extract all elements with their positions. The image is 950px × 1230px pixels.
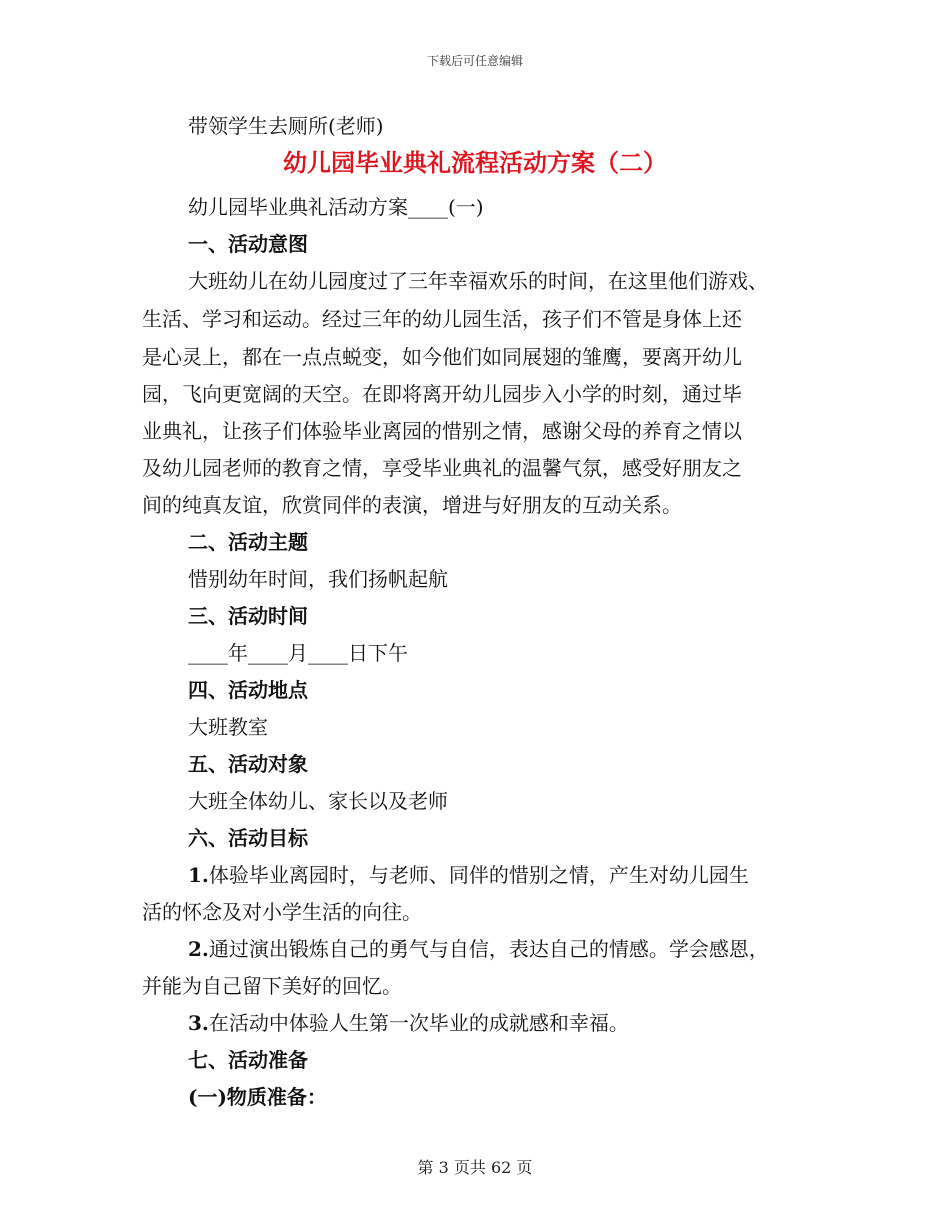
goal-3-line	[188, 1010, 629, 1036]
goal-1-number: 1.	[188, 863, 209, 887]
section-3-text: ____年____月____日下午	[188, 641, 408, 665]
section-1-para-line: 及幼儿园老师的教育之情，享受毕业典礼的温馨气氛，感受好朋友之	[142, 456, 742, 480]
intro-line: 带领学生去厕所(老师)	[188, 114, 384, 138]
goal-1-text: 体验毕业离园时，与老师、同伴的惜别之情，产生对幼儿园生	[208, 863, 749, 887]
section-3-heading: 三、活动时间	[188, 604, 308, 628]
section-6-heading: 六、活动目标	[188, 826, 308, 850]
page-header: 下载后可任意编辑	[426, 54, 523, 68]
goal-1-line	[188, 862, 749, 888]
document-title: 幼儿园毕业典礼流程活动方案（二）	[283, 148, 667, 177]
section-7-heading: 七、活动准备	[188, 1048, 308, 1072]
section-1-para-line: 园，飞向更宽阔的天空。在即将离开幼儿园步入小学的时刻，通过毕	[142, 382, 742, 406]
goal-3-text: 在活动中体验人生第一次毕业的成就感和幸福。	[208, 1011, 629, 1035]
goal-2-line-2: 并能为自己留下美好的回忆。	[142, 974, 402, 998]
section-1-para-line: 是心灵上，都在一点点蜕变，如今他们如同展翅的雏鹰，要离开幼儿	[142, 345, 742, 369]
section-1-para-line: 生活、学习和运动。经过三年的幼儿园生活，孩子们不管是身体上还	[142, 307, 742, 331]
section-1-para-line: 间的纯真友谊，欣赏同伴的表演，增进与好朋友的互动关系。	[142, 493, 682, 517]
goal-1-line-2: 活的怀念及对小学生活的向往。	[142, 900, 422, 924]
goal-3-number: 3.	[188, 1011, 209, 1035]
goal-2-line	[188, 936, 769, 962]
section-5-text: 大班全体幼儿、家长以及老师	[188, 789, 448, 813]
page-footer: 第 3 页共 62 页	[417, 1158, 533, 1177]
section-2-text: 惜别幼年时间，我们扬帆起航	[188, 567, 448, 591]
section-2-heading: 二、活动主题	[188, 530, 308, 554]
section-5-heading: 五、活动对象	[188, 752, 308, 776]
subtitle: 幼儿园毕业典礼活动方案____(一)	[188, 195, 484, 219]
section-4-text: 大班教室	[188, 715, 268, 739]
goal-2-text: 通过演出锻炼自己的勇气与自信，表达自己的情感。学会感恩，	[208, 937, 769, 961]
section-4-heading: 四、活动地点	[188, 678, 308, 702]
goal-2-number: 2.	[188, 937, 209, 961]
section-1-heading: 一、活动意图	[188, 232, 308, 256]
section-1-para-line: 业典礼，让孩子们体验毕业离园的惜别之情，感谢父母的养育之情以	[142, 419, 742, 443]
section-7-subheading: (一)物质准备：	[188, 1085, 327, 1109]
section-1-para-line: 大班幼儿在幼儿园度过了三年幸福欢乐的时间，在这里他们游戏、	[188, 269, 768, 293]
